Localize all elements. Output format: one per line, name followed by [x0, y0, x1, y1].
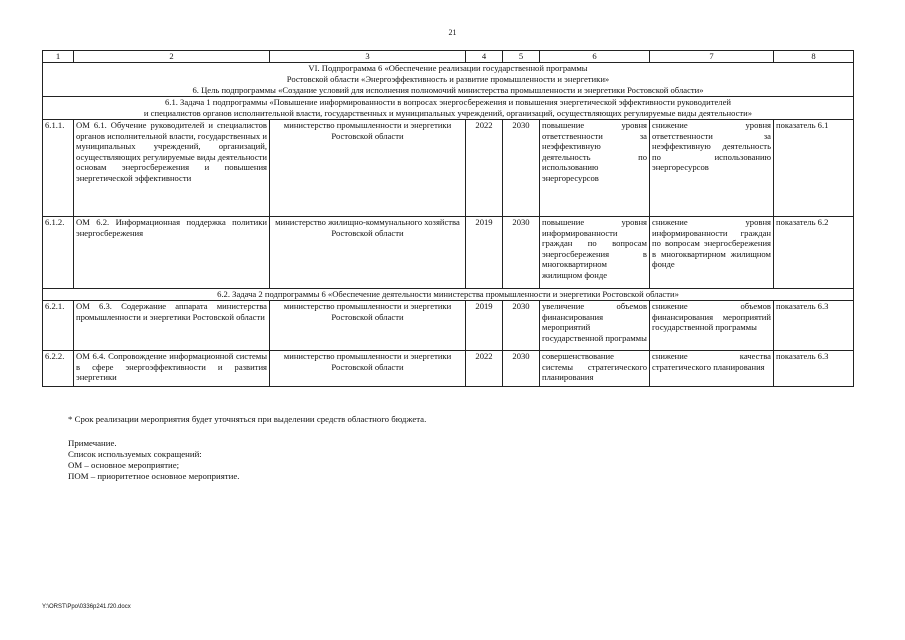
executor: министерство промышленности и энергетики Ростовской области: [270, 301, 466, 351]
row-number: 6.2.2.: [43, 351, 74, 387]
task-2-title-row: [43, 289, 854, 301]
subprogram-title-row: [43, 63, 854, 97]
end-year: 2030: [503, 217, 540, 289]
row-number: 6.2.1.: [43, 301, 74, 351]
row-number: 6.1.2.: [43, 217, 74, 289]
table-row: [43, 351, 854, 387]
start-year: 2022: [466, 351, 503, 387]
task-title-line: 6.1. Задача 1 подпрограммы «Повышение информированности в вопросах энергосбережения и повышения энергетической эффективности руководителей: [165, 97, 731, 107]
row-number: 6.1.1.: [43, 120, 74, 217]
table-row: [43, 120, 854, 217]
end-year: 2030: [503, 301, 540, 351]
expected-result: увеличение объемов финансирования мероприятий государственной программы: [540, 301, 650, 351]
indicator-link: показатель 6.2: [774, 217, 854, 289]
column-number: 6: [540, 51, 650, 63]
executor: министерство промышленности и энергетики Ростовской области: [270, 120, 466, 217]
expected-result: совершенствование системы стратегического планирования: [540, 351, 650, 387]
task-1-title: [43, 97, 854, 120]
page-number: 21: [448, 28, 457, 37]
notes-block: [68, 438, 239, 482]
subprogram-goal: 6. Цель подпрограммы «Создание условий для исполнения полномочий министерства промышленности и энергетики Ростовской области»: [192, 85, 704, 95]
executor: министерство промышленности и энергетики Ростовской области: [270, 351, 466, 387]
subprogram-title: [43, 63, 854, 97]
start-year: 2019: [466, 301, 503, 351]
indicator-link: показатель 6.1: [774, 120, 854, 217]
table-row: [43, 217, 854, 289]
note-heading: Примечание.: [68, 438, 117, 448]
non-implementation-consequence: снижение уровня информированности граждан по вопросам энергосбережения в многоквартирном жилищном фонде: [650, 217, 774, 289]
measure-name: ОМ 6.3. Содержание аппарата министерства промышленности и энергетики Ростовской области: [74, 301, 270, 351]
expected-result: повышение уровня ответственности за неэффективную деятельность по использованию энергоресурсов: [540, 120, 650, 217]
column-number: 1: [43, 51, 74, 63]
note-line: ОМ – основное мероприятие;: [68, 460, 180, 470]
measure-name: ОМ 6.1. Обучение руководителей и специалистов органов исполнительной власти, государственных и муниципальных учреждений, организаций, осуществляющих регулируемые виды деятельности основам энергосбережения и повышения энергетической эффективности: [74, 120, 270, 217]
table-row: [43, 301, 854, 351]
task-1-title-row: [43, 97, 854, 120]
column-number: 7: [650, 51, 774, 63]
measure-name: ОМ 6.2. Информационная поддержка политики энергосбережения: [74, 217, 270, 289]
executor: министерство жилищно-коммунального хозяйства Ростовской области: [270, 217, 466, 289]
measure-name: ОМ 6.4. Сопровождение информационной системы в сфере энергоэффективности и развития энергетики: [74, 351, 270, 387]
column-number: 8: [774, 51, 854, 63]
note-line: Список используемых сокращений:: [68, 449, 202, 459]
column-number-row: [43, 51, 854, 63]
non-implementation-consequence: снижение уровня ответственности за неэффективную деятельность по использованию энергоресурсов: [650, 120, 774, 217]
footnote: * Срок реализации мероприятия будет уточняться при выделении средств областного бюджета.: [68, 414, 427, 424]
subprogram-title-line: Ростовской области «Энергоэффективность и развитие промышленности и энергетики»: [286, 74, 610, 84]
start-year: 2019: [466, 217, 503, 289]
non-implementation-consequence: снижение объемов финансирования мероприятий государственной программы: [650, 301, 774, 351]
column-number: 2: [74, 51, 270, 63]
task-2-title: 6.2. Задача 2 подпрограммы 6 «Обеспечение деятельности министерства промышленности и энергетики Ростовской области»: [43, 289, 854, 301]
end-year: 2030: [503, 120, 540, 217]
indicator-link: показатель 6.3: [774, 351, 854, 387]
column-number: 3: [270, 51, 466, 63]
subprogram-title-line: VI. Подпрограмма 6 «Обеспечение реализации государственной программы: [308, 63, 588, 73]
expected-result: повышение уровня информированности граждан по вопросам энергосбережения в многоквартирном жилищном фонде: [540, 217, 650, 289]
task-title-line: и специалистов органов исполнительной власти, государственных и муниципальных учреждений, организаций, осуществляющих регулируемые виды деятельности»: [143, 108, 753, 118]
file-path: Y:\ORST\Ppo\0336p241.f20.docx: [42, 604, 131, 610]
note-line: ПОМ – приоритетное основное мероприятие.: [68, 471, 240, 481]
indicator-link: показатель 6.3: [774, 301, 854, 351]
end-year: 2030: [503, 351, 540, 387]
start-year: 2022: [466, 120, 503, 217]
non-implementation-consequence: снижение качества стратегического планирования: [650, 351, 774, 387]
column-number: 4: [466, 51, 503, 63]
column-number: 5: [503, 51, 540, 63]
measures-table: [42, 50, 854, 387]
